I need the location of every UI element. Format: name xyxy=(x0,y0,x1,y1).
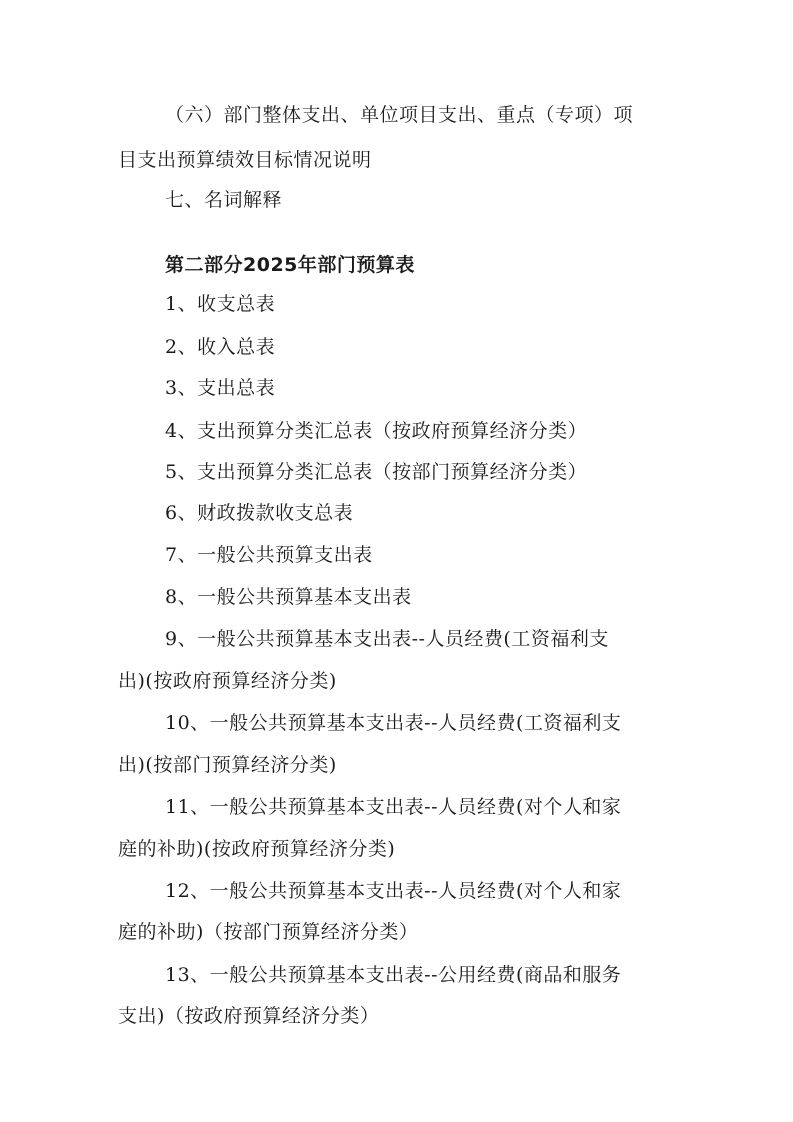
list-item-13-line-1: 13、一般公共预算基本支出表--公用经费(商品和服务 xyxy=(165,964,622,986)
list-item-9-line-2: 出)(按政府预算经济分类) xyxy=(118,670,337,692)
list-item-7: 7、一般公共预算支出表 xyxy=(165,544,373,566)
section-six-line-1: （六）部门整体支出、单位项目支出、重点（专项）项 xyxy=(165,104,634,126)
list-item-10-line-1: 10、一般公共预算基本支出表--人员经费(工资福利支 xyxy=(165,712,622,734)
list-item-1: 1、收支总表 xyxy=(165,293,276,315)
list-item-4: 4、支出预算分类汇总表（按政府预算经济分类） xyxy=(165,420,588,442)
list-item-11-line-2: 庭的补助)(按政府预算经济分类) xyxy=(118,838,396,860)
section-seven: 七、名词解释 xyxy=(165,189,283,211)
part-two-heading: 第二部分2025年部门预算表 xyxy=(165,254,415,276)
list-item-8: 8、一般公共预算基本支出表 xyxy=(165,586,412,608)
list-item-5: 5、支出预算分类汇总表（按部门预算经济分类） xyxy=(165,461,588,483)
list-item-2: 2、收入总表 xyxy=(165,336,276,358)
list-item-3: 3、支出总表 xyxy=(165,377,276,399)
list-item-12-line-2: 庭的补助)（按部门预算经济分类） xyxy=(118,921,419,943)
list-item-11-line-1: 11、一般公共预算基本支出表--人员经费(对个人和家 xyxy=(165,796,622,818)
list-item-10-line-2: 出)(按部门预算经济分类) xyxy=(118,754,337,776)
list-item-12-line-1: 12、一般公共预算基本支出表--人员经费(对个人和家 xyxy=(165,880,622,902)
list-item-9-line-1: 9、一般公共预算基本支出表--人员经费(工资福利支 xyxy=(165,628,609,650)
list-item-13-line-2: 支出)（按政府预算经济分类） xyxy=(118,1005,380,1027)
list-item-6: 6、财政拨款收支总表 xyxy=(165,502,354,524)
section-six-line-2: 目支出预算绩效目标情况说明 xyxy=(118,149,372,171)
